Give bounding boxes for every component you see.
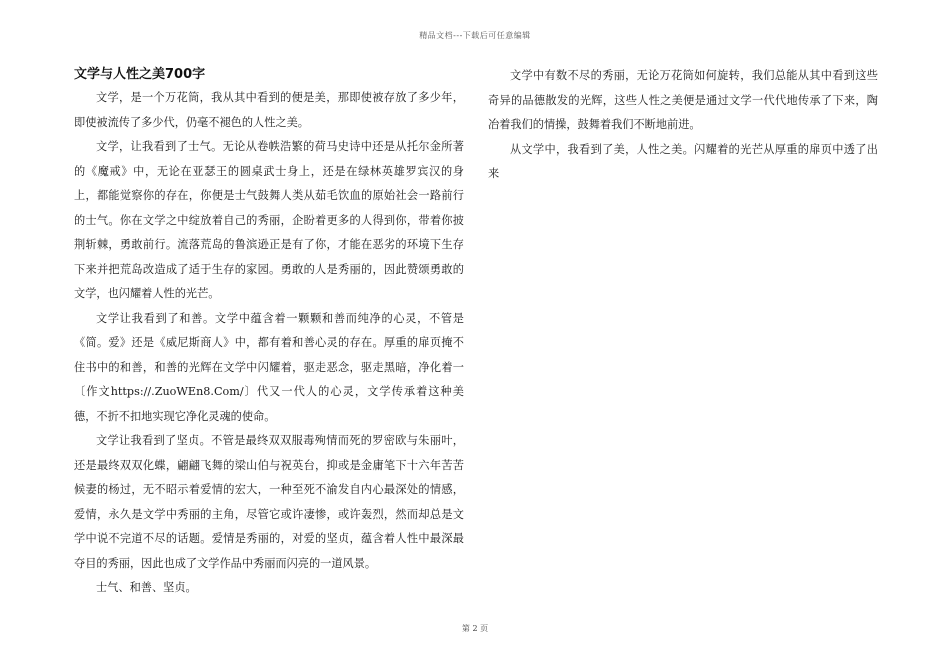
- page-number: 第 2 页: [461, 624, 489, 633]
- paragraph-loyalty: 文学让我看到了坚贞。不管是最终双双服毒殉情而死的罗密欧与朱丽叶，还是最终双双化蝶，翩翩飞舞的梁山伯与祝英台，抑或是金庸笔下十六年苦苦候妻的杨过，无不昭示着爱情的宏大，一种至死不渝发自内心最深处的情感，爱情，永久是文学中秀丽的主角，尽管它或许凄惨，或许轰烈，然而却总是文学中说不完道不尽的话题。爱情是秀丽的，对爱的坚贞，蕴含着人性中最深最夺目的秀丽，因此也成了文学作品中秀丽而闪亮的一道风景。: [74, 434, 464, 570]
- article-title: 文学与人性之美700字: [74, 67, 206, 82]
- paragraph-conclusion: 从文学中，我看到了美，人性之美。闪耀着的光芒从厚重的扉页中透了出来: [488, 142, 878, 180]
- left-column: [74, 64, 464, 601]
- page-header: 精品文档---下载后可任意编辑: [419, 31, 531, 40]
- paragraph-intro: 文学，是一个万花筒，我从其中看到的便是美，那即使被存放了多少年，即使被流传了多少代，仍毫不褪色的人性之美。: [74, 91, 464, 129]
- paragraph-summary: 士气、和善、坚贞。: [96, 581, 197, 594]
- paragraph-beauty: 文学中有数不尽的秀丽，无论万花筒如何旋转，我们总能从其中看到这些奇异的品德散发的光辉，这些人性之美便是通过文学一代代地传承了下来，陶冶着我们的情操，鼓舞着我们不断地前进。: [488, 69, 878, 131]
- paragraph-courage: 文学，让我看到了士气。无论从卷帙浩繁的荷马史诗中还是从托尔金所著的《魔戒》中，无论在亚瑟王的圆桌武士身上，还是在绿林英雄罗宾汉的身上，都能觉察你的存在，你便是士气鼓舞人类从茹毛饮血的原始社会一路前行的士气。你在文学之中绽放着自己的秀丽，企盼着更多的人得到你，带着你披荆斩棘，勇敢前行。流落荒岛的鲁滨逊正是有了你，才能在恶劣的环境下生存下来并把荒岛改造成了适于生存的家园。勇敢的人是秀丽的，因此赞颂勇敢的文学，也闪耀着人性的光芒。: [74, 140, 464, 300]
- paragraph-kindness: 文学让我看到了和善。文学中蕴含着一颗颗和善而纯净的心灵，不管是《简。爱》还是《威尼斯商人》中，都有着和善心灵的存在。厚重的扉页掩不住书中的和善，和善的光辉在文学中闪耀着，驱走恶念，驱走黑暗，净化着一〔作文https://.ZuoWEn8.Com/〕代又一代人的心灵，文学传承着这种美德，不折不扣地实现它净化灵魂的使命。: [74, 311, 464, 423]
- right-column: [488, 64, 878, 187]
